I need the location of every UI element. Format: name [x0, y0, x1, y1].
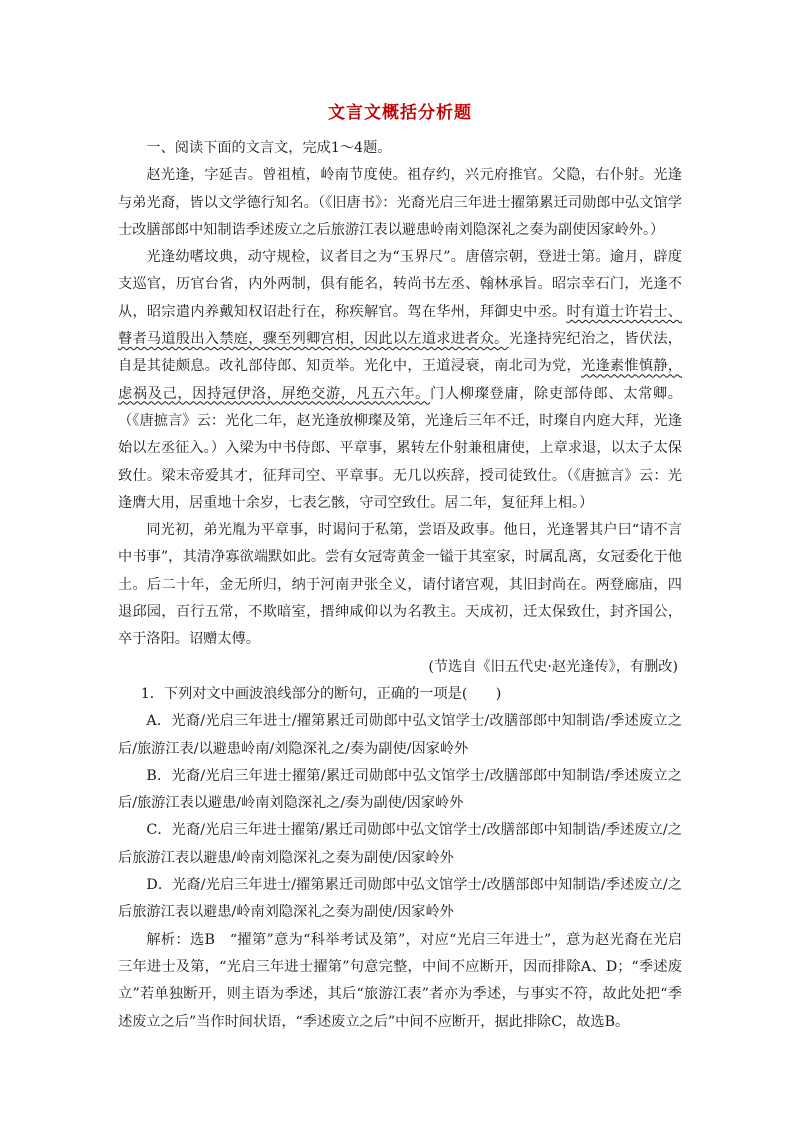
paragraph-2-part-b: 光逢持宪纪治之，皆伏法，自是其徒颇息。改礼部侍郎、知贡举。光化中，王道浸衰，南北司为党， [118, 331, 682, 375]
page-title: 文言文概括分析题 [328, 103, 472, 123]
option-b: B．光裔/光启三年进士擢第/累迁司勋郎中弘文馆学士/改膳部郎中知制诰/季述废立之后/旅游江表以避患/岭南刘隐深礼之/奏为副使/因家岭外 [118, 767, 682, 812]
wavy-underline-sentence-1: 时有道士许岩士、瞽者马道殷出入禁庭，骤至列卿宫相，因此以左道求进者众。 [118, 303, 682, 348]
source-citation: (节选自《旧五代史·赵光逢传》，有删改) [428, 658, 678, 675]
wavy-underline-sentence-2: 光逢素惟慎静，虑祸及己，因持冠伊洛，屏绝交游，凡五六年。 [118, 358, 682, 402]
intro-line: 一、阅读下面的文言文，完成1～4题。 [146, 140, 392, 156]
question-1: 1．下列对文中画波浪线部分的断句，正确的一项是( ) [140, 685, 502, 702]
paragraph-1: 赵光逢，字延吉。曾祖植，岭南节度使。祖存约，兴元府推官。父隐，右仆射。光逢与弟光裔，皆以文学德行知名。（《旧唐书》：光裔光启三年进士擢第累迁司勋郎中弘文馆学士改膳部郎中知制诰季述废立之后旅游江表以避患岭南刘隐深礼之奏为副使因家岭外。） [118, 167, 682, 238]
paragraph-2-part-a: 光逢幼嗜坟典，动守规检，议者目之为“玉界尺”。唐僖宗朝，登进士第。逾月，辟度支巡官，历官台省，内外两制，俱有能名，转尚书左丞、翰林承旨。昭宗幸石门，光逢不从，昭宗遣内养戴知权诏赴行在，称疾解官。驾在华州，拜御史中丞。 [118, 249, 682, 320]
option-d: D．光裔/光启三年进士/擢第累迁司勋郎中弘文馆学士/改膳部郎中知制诰/季述废立/之后旅游江表以避患/岭南刘隐深礼之奏为副使/因家岭外 [118, 877, 682, 921]
paragraph-2 [118, 244, 682, 517]
option-c: C．光裔/光启三年进士擢第/累迁司勋郎中弘文馆学士/改膳部郎中知制诰/季述废立/之后旅游江表以避患/岭南刘隐深礼之奏为副使/因家岭外 [118, 822, 682, 866]
option-a: A．光裔/光启三年进士/擢第累迁司勋郎中弘文馆学士/改膳部郎中知制诰/季述废立之后/旅游江表/以避患岭南/刘隐深礼之/奏为副使/因家岭外 [118, 713, 682, 757]
paragraph-3: 同光初，弟光胤为平章事，时谒问于私第，尝语及政事。他日，光逢署其户曰“请不言中书事”，其清净寡欲端默如此。尝有女冠寄黄金一镒于其室家，时属乱离，女冠委化于他土。后二十年，金无所归，纳于河南尹张全义，请付诸宫观，其旧封尚在。两登廊庙，四退邱园，百行五常，不欺暗室，搢绅咸仰以为名教主。天成初，迁太保致仕，封齐国公，卒于洛阳。诏赠太傅。 [118, 522, 682, 648]
analysis-text: 解析：选B “擢第”意为“科举考试及第”，对应“光启三年进士”，意为赵光裔在光启三年进士及第，“光启三年进士擢第”句意完整，中间不应断开，因而排除A、D；“季述废立”若单独断开，则主语为季述，其后“旅游江表”者亦为季述，与事实不符，故此处把“季述废立之后”当作时间状语，“季述废立之后”中间不应断开，据此排除C，故选B。 [118, 931, 682, 1030]
paragraph-2-part-c: 门人柳璨登庸，除吏部侍郎、太常卿。（《唐摭言》云：光化二年，赵光逢放柳璨及第，光逢后三年不迁，时璨自内庭大拜，光逢始以左丞征入。）入梁为中书侍郎、平章事，累转左仆射兼租庸使，上章求退，以太子太保致仕。梁末帝爱其才，征拜司空、平章事。无几以疾辞，授司徒致仕。（《唐摭言》云：光逢膺大用，居重地十余岁，七表乞骸，守司空致仕。居二年，复征拜上相。） [118, 385, 682, 511]
